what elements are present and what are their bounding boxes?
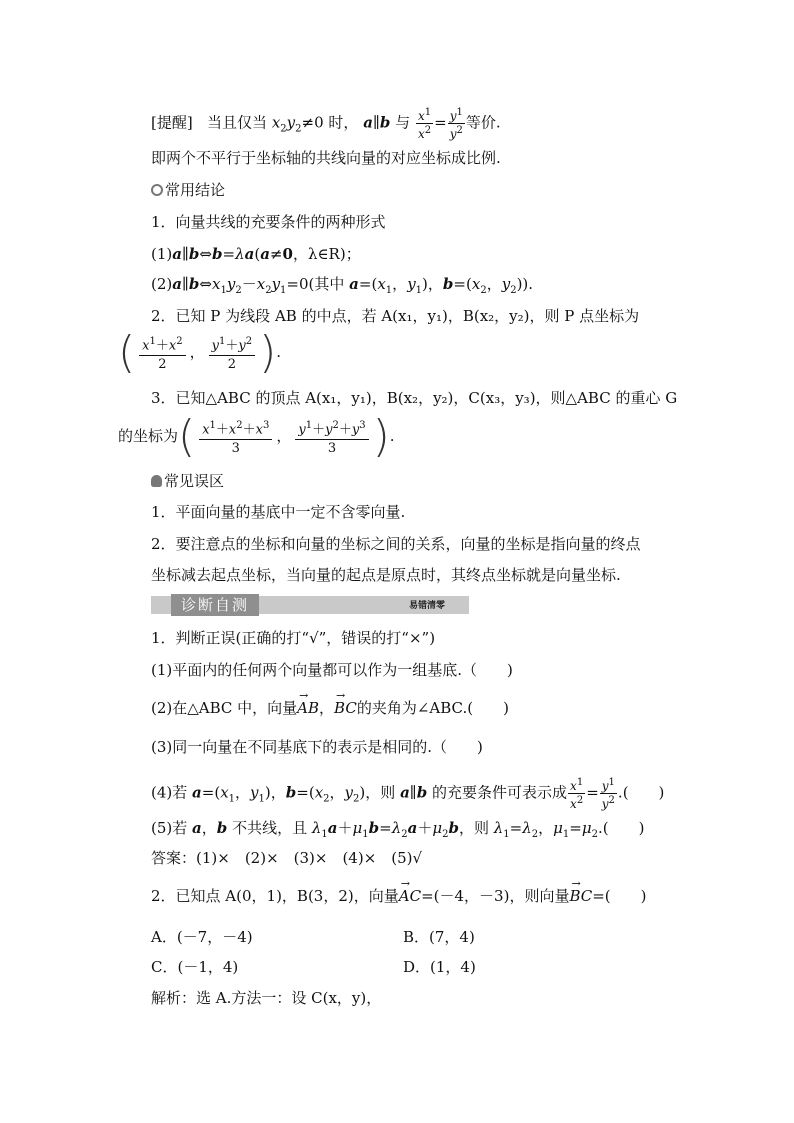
circle-icon <box>151 184 163 196</box>
conclusion-1b: $(2)a\parallel b\Leftrightarrow x_1y_2-x_2y_1=0$(其中 $a=(x_1$，$y_1$)，$b=(x_2$，$y_2$)). <box>151 275 534 296</box>
fraction-x: $\frac{x^1}{x^2}$ <box>417 107 432 141</box>
option-a: A．(－7，－4) <box>151 928 253 946</box>
solution: 解析：选 A.方法一：设 C(x，y)， <box>151 989 382 1007</box>
question-2: 2．已知点 A(0，1)，B(3，2)，向量→ AC=(－4，－3)，则向量→ BC=( ) <box>151 886 647 906</box>
tip-line-2: 即两个不平行于坐标轴的共线向量的对应坐标成比例. <box>151 149 501 167</box>
option-d: D．(1，4) <box>403 958 476 976</box>
conclusion-1a: (1)a∥b⇔b=λa(a≠0，λ∈R)； <box>151 245 361 263</box>
option-c: C．(－1，4) <box>151 958 239 976</box>
question-1-4: (4)若 $a=(x_1$，$y_1$)，$b=(x_2$，$y_2$)，则 a∥b 的充要条件可表示成 $\frac{x^1}{x^2}$ = $\frac{y^1}{y^2}$ .( ) <box>151 777 665 811</box>
tip-label: [提醒] <box>151 113 193 132</box>
question-1-1: (1)平面内的任何两个向量都可以作为一组基底.（ ) <box>151 661 513 679</box>
conclusion-2-coords: ( $\frac{x^1+x^2}{2}$ ， $\frac{y^1+y^2}{2}$ ). <box>118 327 282 378</box>
conclusion-2: 2．已知 P 为线段 AB 的中点，若 A(x₁，y₁)，B(x₂，y₂)，则 P 点坐标为 <box>151 307 640 325</box>
section-common-conclusions: 常用结论 <box>151 180 225 200</box>
answer: 答案：(1)× (2)× (3)× (4)× (5)√ <box>151 849 423 867</box>
banner-right-label: 易错清零 <box>408 601 445 611</box>
conclusion-3-coords: 的坐标为( $\frac{x^1+x^2+x^3}{3}$ ， $\frac{y^1+y^2+y^3}{3}$ ). <box>118 411 395 462</box>
mistake-2a: 2．要注意点的坐标和向量的坐标之间的关系，向量的坐标是指向量的终点 <box>151 535 641 553</box>
section-common-mistakes: 常见误区 <box>151 471 224 491</box>
option-b: B．(7，4) <box>403 928 475 946</box>
question-1-3: (3)同一向量在不同基底下的表示是相同的.（ ) <box>151 738 483 756</box>
mistake-1: 1．平面向量的基底中一定不含零向量. <box>151 503 406 521</box>
question-1-5: (5)若 a，b 不共线，且 $\lambda_1a+\mu_1b=\lambda_2a+\mu_2b$，则 $\lambda_1=\lambda_2$，$\mu_1=\mu_2$.( ) <box>151 819 645 840</box>
question-1-2: (2)在△ABC 中，向量→ AB，→ BC的夹角为∠ABC.( ) <box>151 698 509 718</box>
lightbulb-icon <box>151 475 162 487</box>
fraction-y: $\frac{y^1}{y^2}$ <box>449 107 463 141</box>
conclusion-1: 1．向量共线的充要条件的两种形式 <box>151 213 386 231</box>
diagnostic-banner <box>151 596 469 614</box>
tip-line: [提醒] 当且仅当 $x_2y_2\ne 0$ 时， a∥b 与 $\frac{x^1}{x^2}$ = $\frac{y^1}{y^2}$ 等价. <box>151 107 501 141</box>
conclusion-3: 3．已知△ABC 的顶点 A(x₁，y₁)，B(x₂，y₂)，C(x₃，y₃)，则△ABC 的重心 G <box>151 389 678 407</box>
banner-tab: 诊断自测 <box>171 594 259 616</box>
mistake-2b: 坐标减去起点坐标，当向量的起点是原点时，其终点坐标就是向量坐标. <box>151 566 621 584</box>
question-1: 1．判断正误(正确的打“√”，错误的打“×”) <box>151 629 436 647</box>
